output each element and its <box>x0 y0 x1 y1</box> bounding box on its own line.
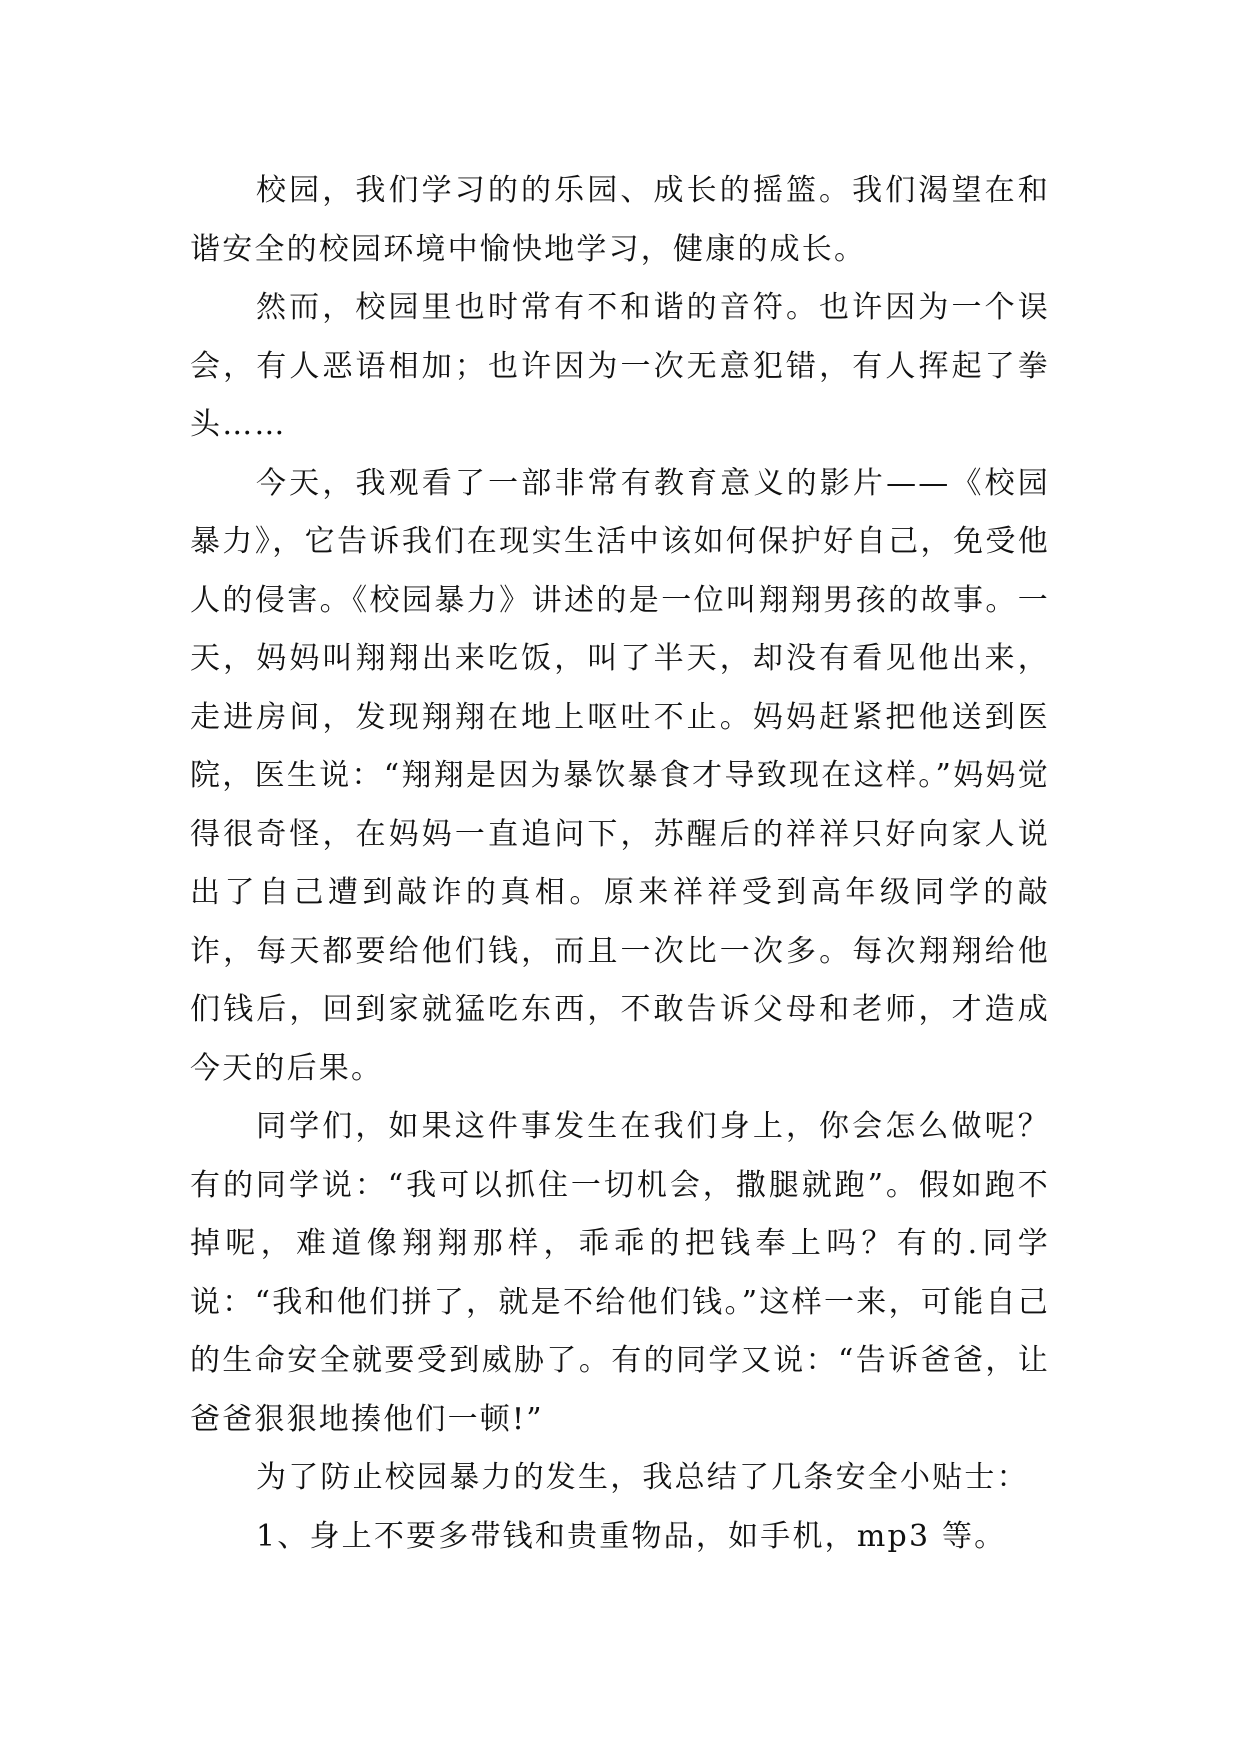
paragraph-disharmony: 然而，校园里也时常有不和谐的音符。也许因为一个误会，有人恶语相加；也许因为一次无意犯错，有人挥起了拳头…… <box>190 290 1050 442</box>
paragraph-tip-1: 1、身上不要多带钱和贵重物品，如手机，mp3 等。 <box>256 1518 1007 1554</box>
paragraph-film-story: 今天，我观看了一部非常有教育意义的影片——《校园暴力》，它告诉我们在现实生活中该如何保护好自己，免受他人的侵害。《校园暴力》讲述的是一位叫翔翔男孩的故事。一天，妈妈叫翔翔出来吃饭，叫了半天，却没有看见他出来，走进房间，发现翔翔在地上呕吐不止。妈妈赶紧把他送到医院，医生说：“翔翔是因为暴饮暴食才导致现在这样。”妈妈觉得很奇怪，在妈妈一直追问下，苏醒后的祥祥只好向家人说出了自己遭到敲诈的真相。原来祥祥受到高年级同学的敲诈，每天都要给他们钱，而且一次比一次多。每次翔翔给他们钱后，回到家就猛吃东西，不敢告诉父母和老师，才造成今天的后果。 <box>190 465 1050 1086</box>
document-body <box>190 162 1050 1566</box>
paragraph-tips-intro: 为了防止校园暴力的发生，我总结了几条安全小贴士： <box>256 1460 1029 1495</box>
paragraph-intro: 校园，我们学习的的乐园、成长的摇篮。我们渴望在和谐安全的校园环境中愉快地学习，健康的成长。 <box>190 173 1050 267</box>
paragraph-discussion: 同学们，如果这件事发生在我们身上，你会怎么做呢？有的同学说：“我可以抓住一切机会，撒腿就跑”。假如跑不掉呢，难道像翔翔那样，乖乖的把钱奉上吗？有的.同学说：“我和他们拼了，就是不给他们钱。”这样一来，可能自己的生命安全就要受到威胁了。有的同学又说：“告诉爸爸，让爸爸狠狠地揍他们一顿!” <box>190 1109 1050 1437</box>
